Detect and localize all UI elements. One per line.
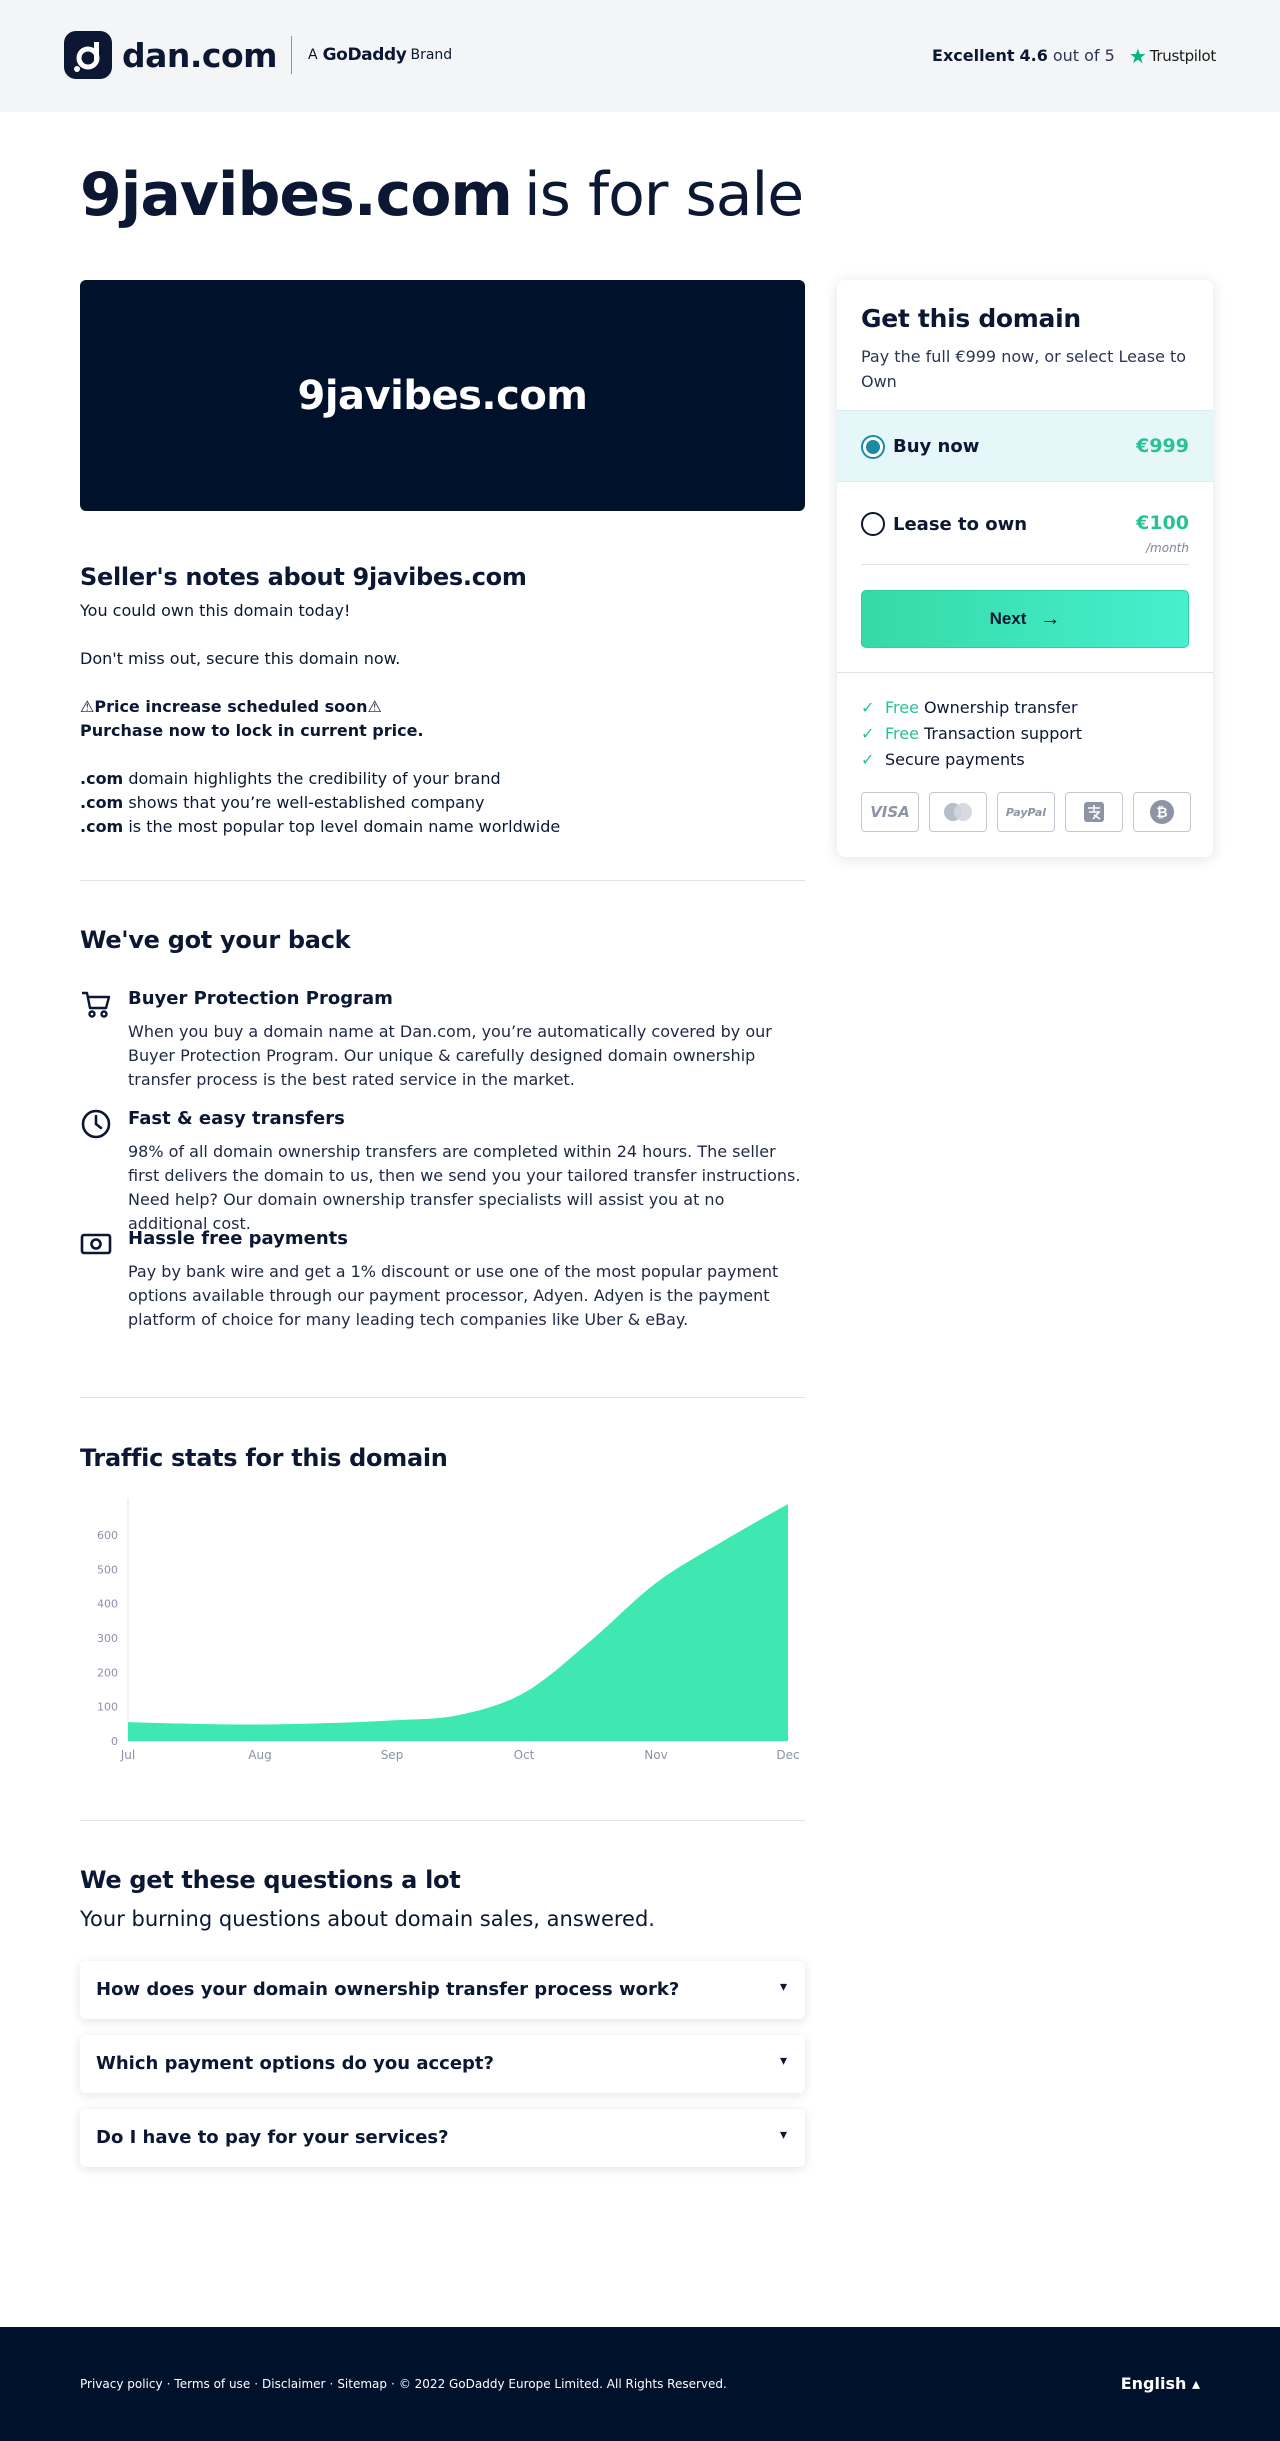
footer-link-sitemap[interactable]: Sitemap xyxy=(337,2377,388,2391)
lease-option[interactable] xyxy=(837,482,1213,566)
tld-label: .com xyxy=(80,769,124,788)
y-tick-label: 200 xyxy=(97,1666,118,1680)
traffic-area-series xyxy=(128,1504,788,1741)
dan-logo-icon xyxy=(64,31,112,79)
page-title xyxy=(80,160,803,230)
visa-text: VISA xyxy=(870,803,910,821)
site-footer xyxy=(0,2327,1280,2441)
check-icon: ✓ xyxy=(861,724,875,743)
feature-text: Pay by bank wire and get a 1% discount or use one of the most popular payment options available through our payment processor, Adyen. Adyen is the payment platform of choice for many leading tech companies like Uber & eBay. xyxy=(128,1262,779,1329)
caret-up-icon: ▴ xyxy=(1191,2374,1200,2393)
x-tick-label: Oct xyxy=(513,1748,535,1762)
banner-domain: 9javibes.com xyxy=(297,372,588,419)
trust-outof: out of 5 xyxy=(1052,46,1115,65)
buybox-subtitle: Pay the full €999 now, or select Lease to Own xyxy=(861,347,1187,391)
tld-label: .com xyxy=(80,793,124,812)
language-selector[interactable] xyxy=(1121,2374,1200,2393)
trustpilot-logo: Trustpilot xyxy=(1149,46,1216,65)
clock-icon xyxy=(80,1108,112,1140)
title-domain: 9javibes.com xyxy=(80,160,512,230)
shopping-cart-icon xyxy=(80,988,112,1020)
logo-text: dan.com xyxy=(122,35,278,75)
highlight-text: shows that you’re well-established company xyxy=(123,793,485,812)
faq-item-pay-for-services[interactable] xyxy=(80,2109,805,2167)
faq-question: Which payment options do you accept? xyxy=(96,2053,494,2074)
y-tick-label: 400 xyxy=(97,1597,118,1611)
x-tick-label: Sep xyxy=(380,1748,404,1762)
x-tick-label: Nov xyxy=(644,1748,668,1762)
feature-title: Hassle free payments xyxy=(128,1228,348,1249)
traffic-heading: Traffic stats for this domain xyxy=(80,1444,448,1472)
next-label: Next xyxy=(989,609,1027,628)
footer-separator: · xyxy=(329,2377,334,2391)
feature-text: Secure payments xyxy=(885,750,1025,769)
footer-copyright: © 2022 GoDaddy Europe Limited. All Rights Reserved. xyxy=(398,2377,727,2391)
payment-icons xyxy=(861,792,1201,832)
feature-ownership-transfer xyxy=(861,698,1078,717)
alipay-icon xyxy=(1065,792,1123,832)
lease-label: Lease to own xyxy=(893,514,1028,535)
y-tick-label: 500 xyxy=(97,1563,118,1577)
highlight-text: is the most popular top level domain name worldwide xyxy=(123,817,561,836)
buybox-title: Get this domain xyxy=(861,304,1081,333)
chevron-down-icon: ▾ xyxy=(779,2053,787,2069)
check-icon: ✓ xyxy=(861,698,875,717)
chevron-down-icon: ▾ xyxy=(779,2127,787,2143)
note-line: You could own this domain today! xyxy=(80,601,351,620)
faq-subtitle: Your burning questions about domain sales, answered. xyxy=(80,1907,655,1931)
y-tick-label: 0 xyxy=(111,1735,118,1748)
mastercard-icon xyxy=(929,792,987,832)
godaddy-logo: GoDaddy xyxy=(322,45,407,65)
x-tick-label: Aug xyxy=(248,1748,272,1762)
lease-price: €100 xyxy=(1136,512,1189,534)
seller-notes xyxy=(80,599,805,863)
note-warning-2: Purchase now to lock in current price. xyxy=(80,721,424,740)
faq-question: Do I have to pay for your services? xyxy=(96,2127,449,2148)
y-tick-label: 100 xyxy=(97,1700,118,1714)
visa-icon xyxy=(861,792,919,832)
trustpilot-star-icon: ★ xyxy=(1128,43,1147,68)
traffic-chart xyxy=(80,1496,805,1766)
faq-question: How does your domain ownership transfer process work? xyxy=(96,1979,680,2000)
buy-now-radio[interactable] xyxy=(861,435,885,459)
back-heading: We've got your back xyxy=(80,926,351,954)
feature-free: Free xyxy=(885,724,919,743)
title-rest: is for sale xyxy=(523,160,804,230)
feature-free: Free xyxy=(885,698,919,717)
buy-box xyxy=(837,280,1213,857)
footer-separator: · xyxy=(391,2377,395,2391)
faq-item-payment-options[interactable] xyxy=(80,2035,805,2093)
site-header xyxy=(0,0,1280,112)
feature-title: Fast & easy transfers xyxy=(128,1108,345,1129)
buybox-divider-2 xyxy=(837,672,1213,673)
paypal-icon xyxy=(997,792,1055,832)
arrow-right-icon: → xyxy=(1040,607,1061,630)
bitcoin-symbol: ₿ xyxy=(1150,800,1174,824)
buybox-divider xyxy=(861,564,1189,565)
footer-link-disclaimer[interactable]: Disclaimer xyxy=(262,2377,326,2391)
dan-logo-link[interactable] xyxy=(64,31,452,79)
feature-text: Transaction support xyxy=(923,724,1082,743)
note-warning xyxy=(80,695,805,743)
buy-now-price: €999 xyxy=(1136,435,1189,457)
highlight-text: domain highlights the credibility of your brand xyxy=(123,769,501,788)
y-tick-label: 600 xyxy=(97,1528,118,1542)
check-icon: ✓ xyxy=(861,750,875,769)
x-tick-label: Jul xyxy=(120,1748,136,1762)
buy-now-label: Buy now xyxy=(893,436,980,457)
section-divider xyxy=(80,1820,805,1821)
tld-label: .com xyxy=(80,817,124,836)
x-tick-label: Dec xyxy=(776,1748,800,1762)
domain-banner xyxy=(80,280,805,511)
section-divider xyxy=(80,1397,805,1398)
trustpilot-rating[interactable] xyxy=(932,43,1216,68)
feature-secure-payments xyxy=(861,750,1025,769)
footer-link-terms[interactable]: Terms of use xyxy=(174,2377,251,2391)
y-tick-label: 300 xyxy=(97,1631,118,1645)
money-icon xyxy=(80,1228,112,1260)
brand-suffix: Brand xyxy=(410,47,453,63)
buy-now-option[interactable] xyxy=(837,410,1213,482)
feature-text: When you buy a domain name at Dan.com, you’re automatically covered by our Buyer Protection Program. Our unique & carefully designed domain ownership transfer process is the best rated service in the market. xyxy=(128,1022,772,1089)
lease-radio[interactable] xyxy=(861,512,885,536)
footer-separator: · xyxy=(254,2377,259,2391)
feature-title: Buyer Protection Program xyxy=(128,988,393,1009)
faq-item-transfer-process[interactable] xyxy=(80,1961,805,2019)
next-button[interactable] xyxy=(861,590,1189,648)
feature-transaction-support xyxy=(861,724,1082,743)
trust-excellent: Excellent xyxy=(932,46,1015,65)
note-highlights xyxy=(80,767,805,839)
seller-notes-heading: Seller's notes about 9javibes.com xyxy=(80,563,527,591)
footer-link-privacy[interactable]: Privacy policy xyxy=(80,2377,163,2391)
footer-links xyxy=(80,2377,727,2391)
language-label: English xyxy=(1120,2374,1187,2393)
feature-text: 98% of all domain ownership transfers are completed within 24 hours. The seller first delivers the domain to us, then we send you your tailored transfer instructions. Need help? Our domain ownership transfer specialists will assist you at no additional cost. xyxy=(128,1142,801,1233)
lease-period: /month xyxy=(1146,541,1189,555)
bitcoin-icon xyxy=(1133,792,1191,832)
note-line: Don't miss out, secure this domain now. xyxy=(80,649,401,668)
note-warning-1: ⚠Price increase scheduled soon⚠ xyxy=(80,697,382,716)
paypal-text: PayPal xyxy=(1005,805,1047,819)
chevron-down-icon: ▾ xyxy=(779,1979,787,1995)
faq-heading: We get these questions a lot xyxy=(80,1866,461,1894)
logo-separator xyxy=(291,36,292,74)
footer-separator: · xyxy=(166,2377,171,2391)
feature-text: Ownership transfer xyxy=(923,698,1078,717)
trust-score: 4.6 xyxy=(1019,46,1048,65)
brand-prefix: A xyxy=(308,47,318,63)
section-divider xyxy=(80,880,805,881)
